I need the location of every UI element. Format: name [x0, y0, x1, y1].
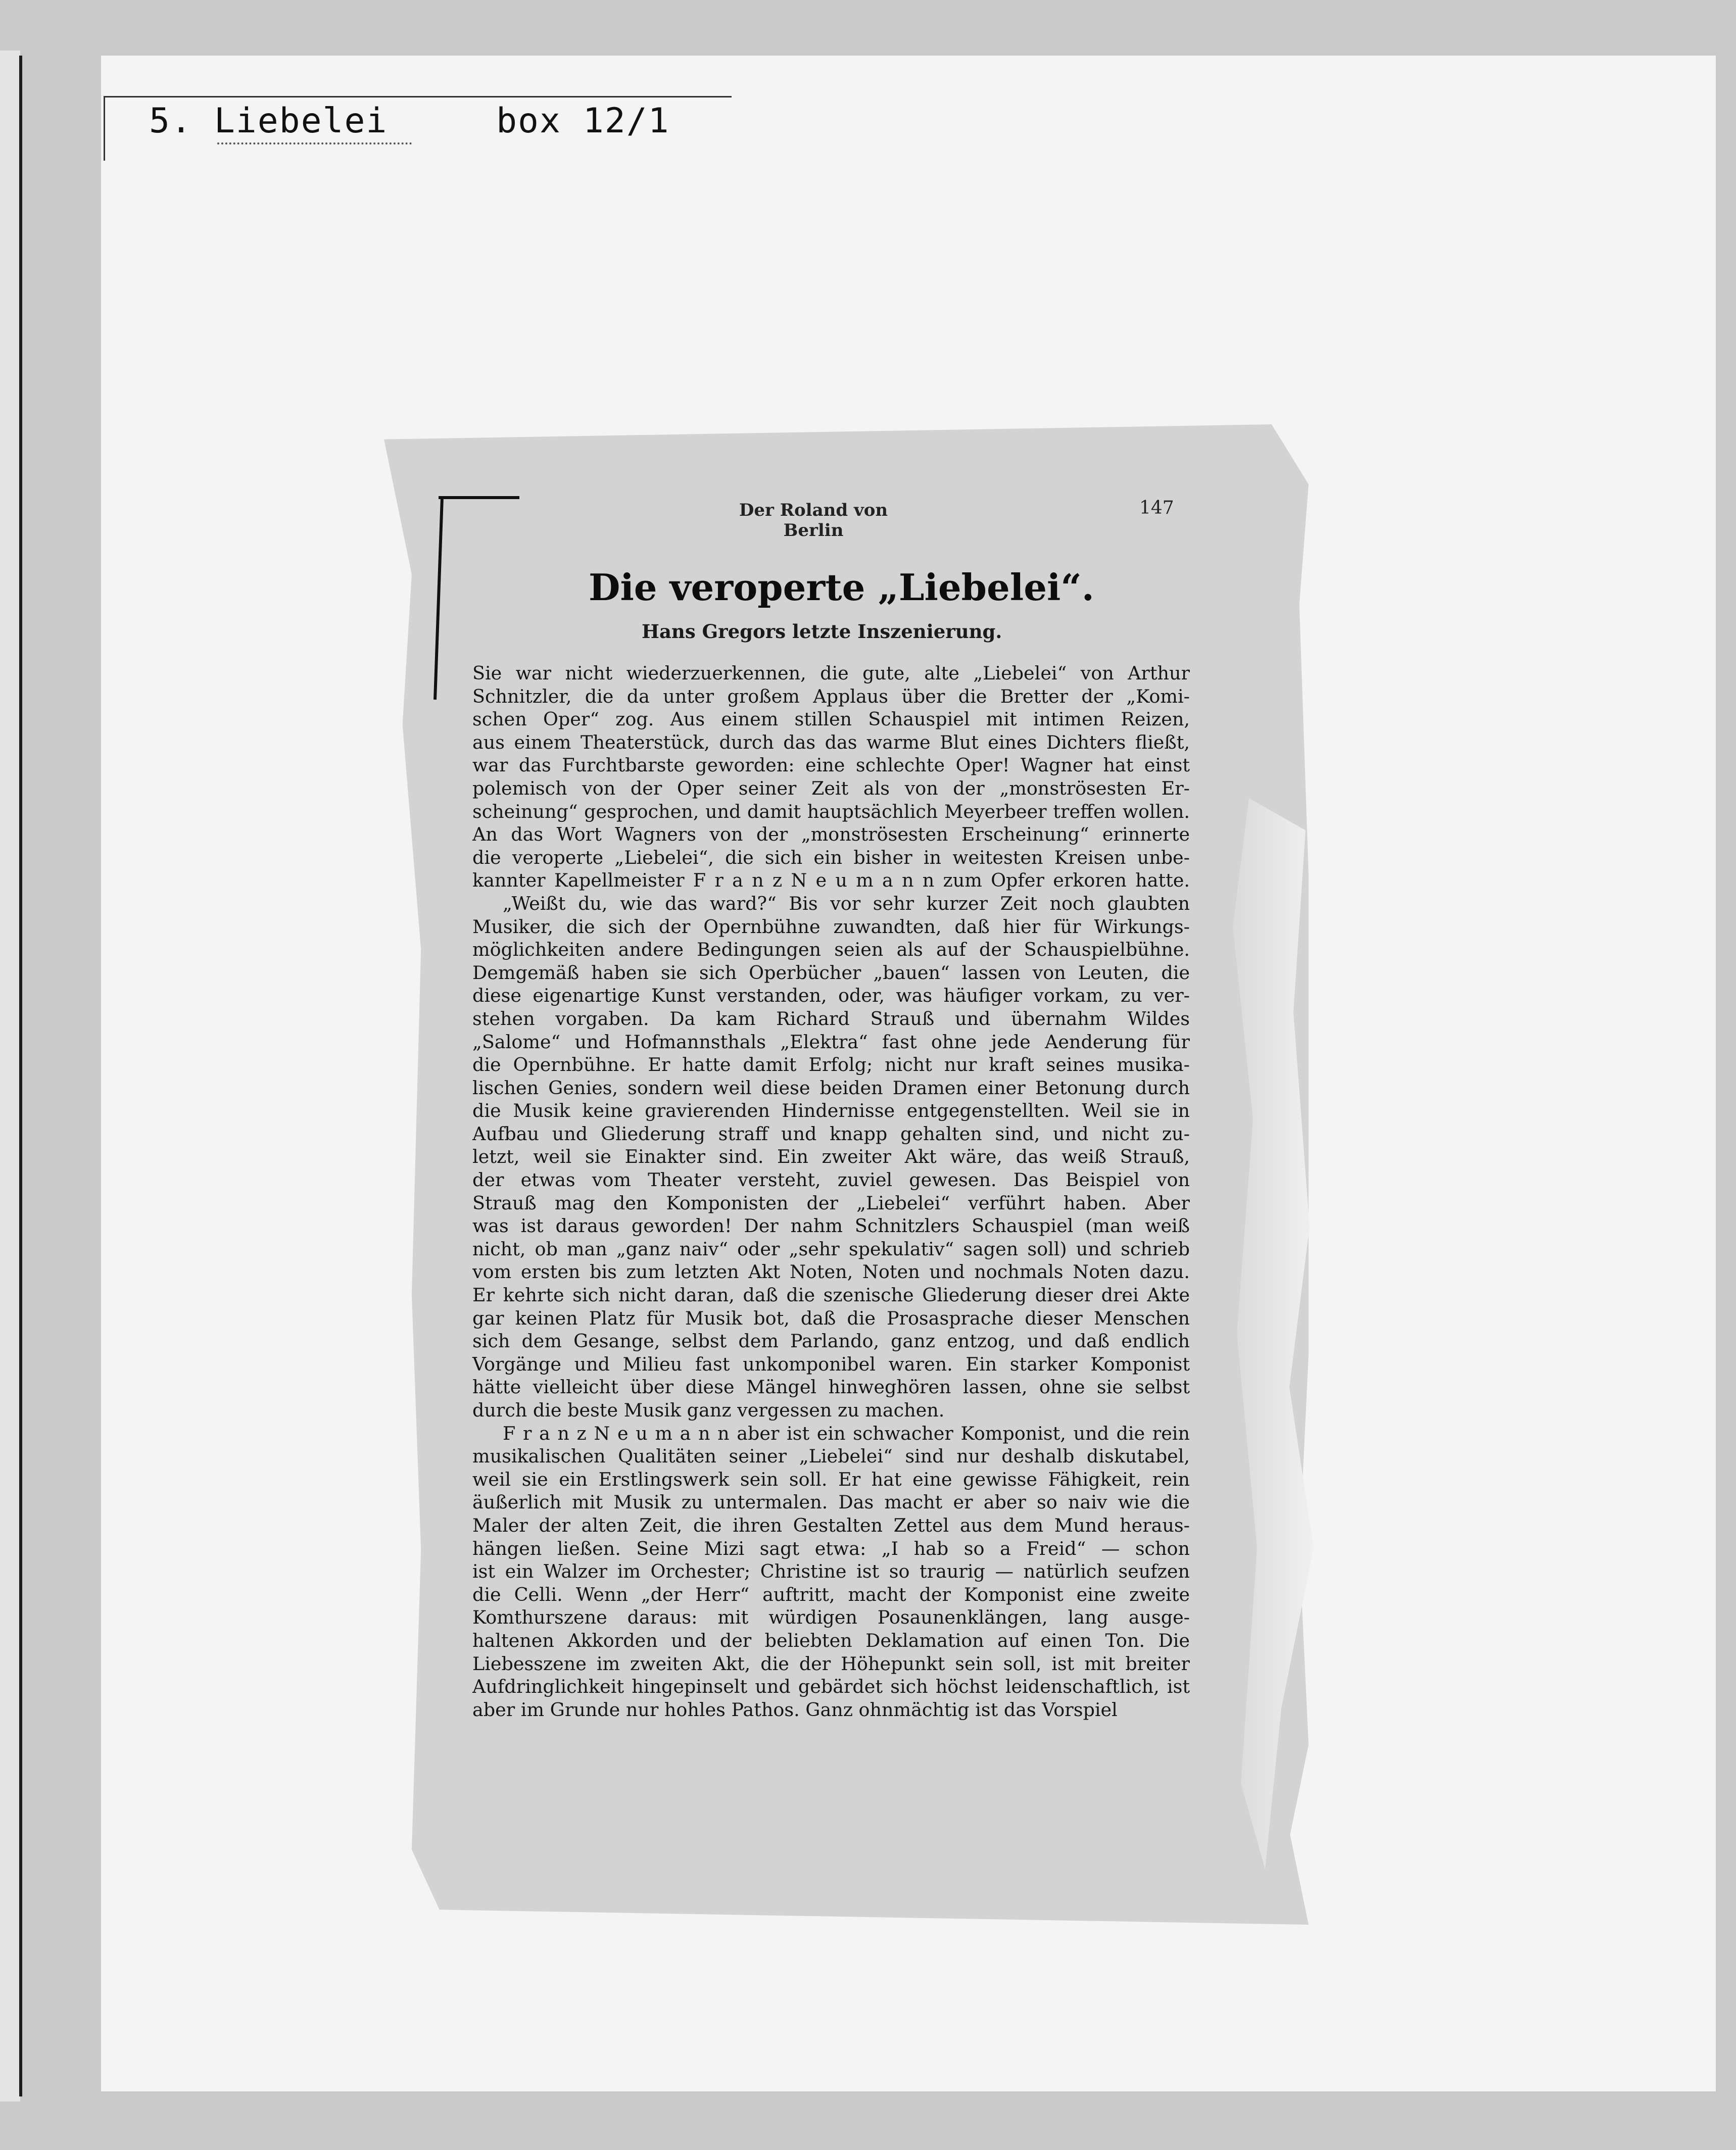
article-line: durch die beste Musik ganz vergessen zu machen. [472, 1399, 945, 1421]
label-underline [217, 142, 412, 144]
article-line: stehen vorgaben. Da kam Richard Strauß und übernahm Wildes [472, 1007, 1190, 1030]
article-line: schen Oper“ zog. Aus einem stillen Schauspiel mit intimen Reizen, [472, 708, 1190, 730]
article-line: diese eigenartige Kunst verstanden, oder, was häufiger vorkam, zu ver- [472, 985, 1190, 1007]
article-line: ist ein Walzer im Orchester; Christine ist so traurig — natürlich seufzen [472, 1560, 1190, 1583]
article-line: Maler der alten Zeit, die ihren Gestalten Zettel aus dem Mund heraus- [472, 1514, 1190, 1536]
article-line: was ist daraus geworden! Der nahm Schnitzlers Schauspiel (man weiß [472, 1215, 1190, 1237]
adjacent-card-border [19, 56, 22, 2096]
article-line: war das Furchtbarste geworden: eine schlechte Oper! Wagner hat einst [472, 754, 1190, 776]
article-line: Schnitzler, die da unter großem Applaus über die Bretter der „Komi- [472, 685, 1190, 707]
card-label-number: 5. [149, 101, 192, 141]
adjacent-card-edge [0, 51, 20, 2102]
article-line: haltenen Akkorden und der beliebten Deklamation auf einen Ton. Die [472, 1629, 1190, 1651]
article-line: polemisch von der Oper seiner Zeit als von der „monströsesten Er- [472, 777, 1190, 799]
article-line: der etwas vom Theater versteht, zuviel gewesen. Das Beispiel von [472, 1169, 1190, 1191]
article-line: „Salome“ und Hofmannsthals „Elektra“ fast ohne jede Aenderung für [472, 1031, 1190, 1053]
article-line: „Weißt du, wie das ward?“ Bis vor sehr kurzer Zeit noch glaubten [503, 892, 1190, 914]
article-line: vom ersten bis zum letzten Akt Noten, Noten und nochmals Noten dazu. [472, 1261, 1190, 1283]
article-line: scheinung“ gesprochen, und damit hauptsächlich Meyerbeer treffen wollen. [472, 800, 1190, 822]
article-line: letzt, weil sie Einakter sind. Ein zweiter Akt wäre, das weiß Strauß, [472, 1146, 1190, 1168]
card-label-name: Liebelei [214, 101, 388, 141]
article-line: weil sie ein Erstlingswerk sein soll. Er hat eine gewisse Fähigkeit, rein [472, 1468, 1190, 1490]
article-line: die Opernbühne. Er hatte damit Erfolg; nicht nur kraft seines musika- [472, 1054, 1190, 1076]
article-line: Aufdringlichkeit hingepinselt und gebärdet sich höchst leidenschaftlich, ist [472, 1676, 1190, 1698]
article-line: die veroperte „Liebelei“, die sich ein bisher in weitesten Kreisen unbe- [472, 846, 1190, 868]
article-line: Komthurszene daraus: mit würdigen Posaunenklängen, lang ausge- [472, 1606, 1190, 1629]
article-line: gar keinen Platz für Musik bot, daß die Prosasprache dieser Menschen [472, 1307, 1190, 1329]
article-line: aber im Grunde nur hohles Pathos. Ganz ohnmächtig ist das Vorspiel [472, 1698, 1118, 1721]
publication-header: Der Roland von Berlin [739, 500, 888, 541]
article-line: F r a n z N e u m a n n aber ist ein schwacher Komponist, und die rein [503, 1422, 1190, 1444]
article-line: Aufbau und Gliederung straff und knapp gehalten sind, und nicht zu- [472, 1122, 1190, 1145]
article-line: nicht, ob man „ganz naiv“ oder „sehr spekulativ“ sagen soll) und schrieb [472, 1238, 1190, 1260]
article-line: musikalischen Qualitäten seiner „Liebelei“ sind nur deshalb diskutabel, [472, 1445, 1190, 1468]
article-line: Sie war nicht wiederzuerkennen, die gute, alte „Liebelei“ von Arthur [472, 662, 1190, 684]
article-line: Demgemäß haben sie sich Operbücher „bauen“ lassen von Leuten, die [472, 961, 1190, 984]
margin-mark-top [439, 496, 519, 499]
article-line: sich dem Gesange, selbst dem Parlando, ganz entzog, und daß endlich [472, 1330, 1190, 1352]
article-line: hätte vielleicht über diese Mängel hinweghören lassen, ohne sie selbst [472, 1376, 1190, 1398]
article-line: hängen ließen. Seine Mizi sagt etwa: „I hab so a Freid“ — schon [472, 1537, 1190, 1559]
page-number: 147 [1139, 498, 1174, 518]
card-label-box: box 12/1 [496, 101, 670, 141]
article-line: lischen Genies, sondern weil diese beiden Dramen einer Betonung durch [472, 1077, 1190, 1099]
article-line: die Celli. Wenn „der Herr“ auftritt, macht der Komponist eine zweite [472, 1583, 1190, 1605]
article-line: kannter Kapellmeister F r a n z N e u m a n n zum Opfer erkoren hatte. [472, 869, 1190, 892]
article-body [472, 662, 1190, 1721]
article-line: äußerlich mit Musik zu untermalen. Das macht er aber so naiv wie die [472, 1491, 1190, 1513]
article-line: Strauß mag den Komponisten der „Liebelei“ verführt haben. Aber [472, 1192, 1190, 1214]
article-line: die Musik keine gravierenden Hindernisse entgegenstellten. Weil sie in [472, 1100, 1190, 1122]
article-line: Musiker, die sich der Opernbühne zuwandten, daß hier für Wirkungs- [472, 915, 1190, 938]
article-line: Vorgänge und Milieu fast unkomponibel waren. Ein starker Komponist [472, 1353, 1190, 1375]
article-line: Er kehrte sich nicht daran, daß die szenische Gliederung dieser drei Akte [472, 1284, 1190, 1306]
article-line: Liebesszene im zweiten Akt, die der Höhepunkt sein soll, ist mit breiter [472, 1652, 1190, 1675]
article-line: An das Wort Wagners von der „monströsesten Erscheinung“ erinnerte [472, 823, 1190, 846]
article-title: Die veroperte „Liebelei“. [589, 566, 1094, 609]
article-line: aus einem Theaterstück, durch das das warme Blut eines Dichters fließt, [472, 731, 1190, 753]
article-line: möglichkeiten andere Bedingungen seien als auf der Schauspielbühne. [472, 939, 1190, 961]
article-subtitle: Hans Gregors letzte Inszenierung. [642, 620, 1002, 643]
